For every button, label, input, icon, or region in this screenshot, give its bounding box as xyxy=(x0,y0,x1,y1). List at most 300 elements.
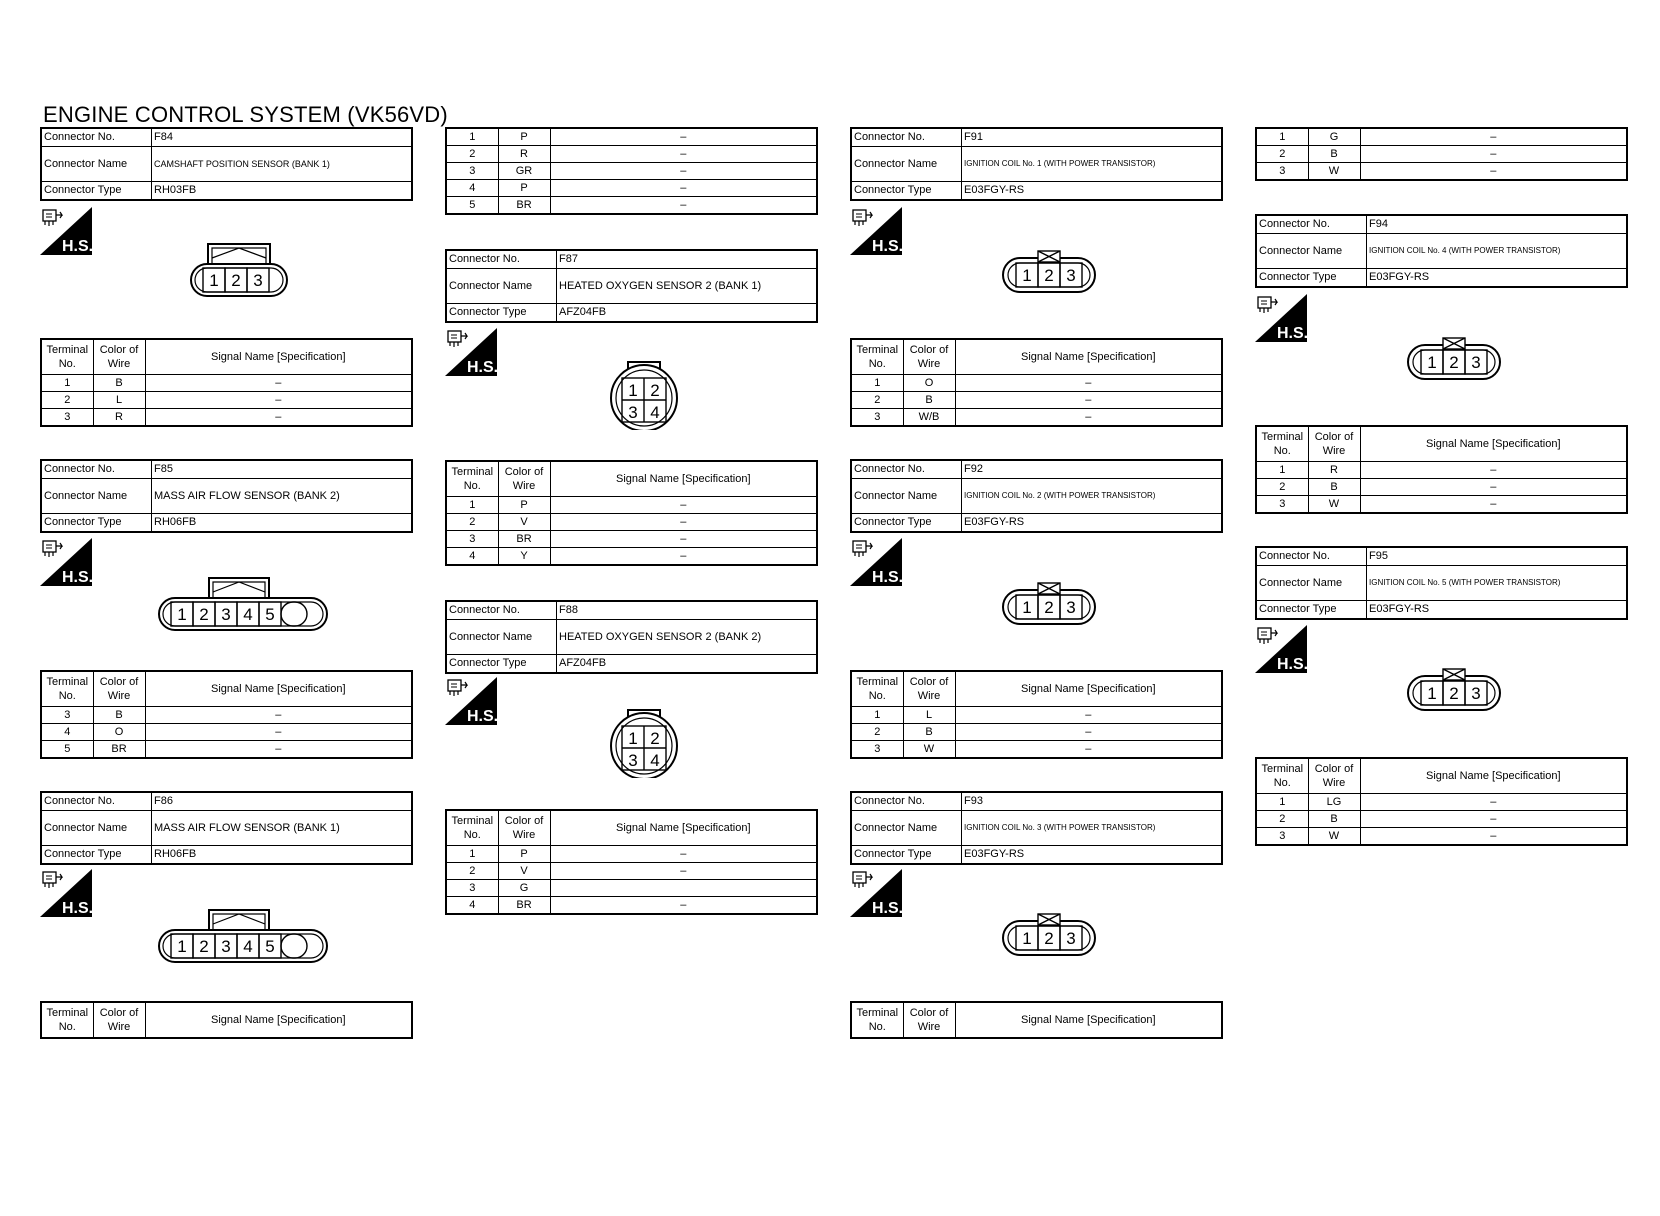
connector-face-drawing xyxy=(157,574,329,634)
connector-face-f91 xyxy=(1001,250,1097,299)
wire-color-cell: B xyxy=(1308,811,1360,828)
connector-pin-label: 1 xyxy=(177,937,187,956)
connector-pin-label: 1 xyxy=(1427,353,1437,372)
hs-icon xyxy=(850,869,902,917)
connector-pin-label: 4 xyxy=(650,751,660,770)
signal-name-cell: – xyxy=(550,146,817,163)
terminal-no-cell: 1 xyxy=(851,707,903,724)
signal-name-cell: – xyxy=(1360,128,1627,146)
wire-color-cell: BR xyxy=(498,197,550,215)
terminal-no-cell: 4 xyxy=(446,180,498,197)
signal-name-header: Signal Name [Specification] xyxy=(1360,426,1627,462)
signal-name-cell: – xyxy=(145,741,412,759)
terminal-no-header: Terminal No. xyxy=(41,1002,93,1038)
terminal-no-cell: 3 xyxy=(41,409,93,427)
connector-no-label: Connector No. xyxy=(851,460,962,479)
connector-type-value: E03FGY-RS xyxy=(962,514,1223,533)
table-row xyxy=(446,863,817,880)
connector-name-value: MASS AIR FLOW SENSOR (BANK 2) xyxy=(152,479,413,514)
color-of-wire-header: Color of Wire xyxy=(903,1002,955,1038)
connector-info-f94 xyxy=(1255,214,1628,288)
connector-type-value: AFZ04FB xyxy=(557,655,818,674)
terminal-no-cell: 3 xyxy=(1256,163,1308,181)
table-row xyxy=(1256,794,1627,811)
signal-name-cell: – xyxy=(955,724,1222,741)
wire-color-cell: B xyxy=(903,392,955,409)
table-row xyxy=(41,409,412,427)
terminal-no-cell: 2 xyxy=(851,392,903,409)
connector-type-value: E03FGY-RS xyxy=(1367,269,1628,288)
table-row xyxy=(1256,479,1627,496)
connector-pin-label: 5 xyxy=(265,605,275,624)
harness-side-icon xyxy=(40,869,92,917)
signal-name-cell: – xyxy=(1360,462,1627,479)
wire-color-cell: BR xyxy=(498,531,550,548)
terminal-table-f94 xyxy=(1255,425,1628,514)
connector-no-value: F87 xyxy=(557,250,818,269)
terminal-no-cell: 5 xyxy=(446,197,498,215)
terminal-no-cell: 3 xyxy=(446,531,498,548)
connector-pin-label: 4 xyxy=(243,605,253,624)
connector-type-value: E03FGY-RS xyxy=(962,182,1223,201)
table-row xyxy=(41,392,412,409)
wire-color-cell: O xyxy=(93,724,145,741)
connector-face-f92 xyxy=(1001,582,1097,631)
connector-no-value: F92 xyxy=(962,460,1223,479)
connector-no-label: Connector No. xyxy=(1256,547,1367,566)
signal-name-cell: – xyxy=(1360,163,1627,181)
signal-name-cell: – xyxy=(550,514,817,531)
table-row xyxy=(446,897,817,915)
signal-name-cell: – xyxy=(550,128,817,146)
connector-no-value: F93 xyxy=(962,792,1223,811)
table-row xyxy=(446,180,817,197)
connector-name-label: Connector Name xyxy=(1256,234,1367,269)
color-of-wire-header: Color of Wire xyxy=(498,810,550,846)
page-title: ENGINE CONTROL SYSTEM (VK56VD) xyxy=(43,102,448,127)
wire-color-cell: W xyxy=(1308,496,1360,514)
table-row xyxy=(1256,146,1627,163)
wire-color-cell: B xyxy=(1308,146,1360,163)
connector-name-label: Connector Name xyxy=(851,811,962,846)
connector-type-label: Connector Type xyxy=(41,846,152,865)
connector-name-label: Connector Name xyxy=(851,147,962,182)
hs-icon xyxy=(1255,625,1307,673)
wire-color-cell: R xyxy=(93,409,145,427)
connector-pin-label: 1 xyxy=(209,271,219,290)
terminal-no-cell: 2 xyxy=(446,146,498,163)
signal-name-header: Signal Name [Specification] xyxy=(1360,758,1627,794)
harness-side-icon xyxy=(1255,294,1307,342)
connector-type-label: Connector Type xyxy=(851,846,962,865)
connector-name-value: IGNITION COIL No. 3 (WITH POWER TRANSISTOR) xyxy=(962,811,1223,846)
hs-label: H.S. xyxy=(872,238,902,255)
connector-pin-label: 1 xyxy=(1022,929,1032,948)
signal-name-cell: – xyxy=(145,724,412,741)
table-row xyxy=(1256,128,1627,146)
connector-face-f84 xyxy=(189,240,289,305)
connector-pin-label: 1 xyxy=(1427,684,1437,703)
signal-name-cell: – xyxy=(1360,794,1627,811)
wire-color-cell: B xyxy=(1308,479,1360,496)
connector-pin-label: 3 xyxy=(628,403,638,422)
connector-no-value: F94 xyxy=(1367,215,1628,234)
hs-icon xyxy=(445,677,497,725)
signal-name-cell: – xyxy=(550,548,817,566)
connector-type-label: Connector Type xyxy=(41,514,152,533)
wire-color-cell: W xyxy=(903,741,955,759)
signal-name-cell: – xyxy=(955,375,1222,392)
terminal-no-cell: 3 xyxy=(1256,828,1308,846)
terminal-table-f92 xyxy=(850,670,1223,759)
connector-info-f86 xyxy=(40,791,413,865)
terminal-no-cell: 1 xyxy=(446,497,498,514)
connector-pin-label: 3 xyxy=(1066,598,1076,617)
harness-side-icon xyxy=(445,677,497,725)
wire-color-cell: V xyxy=(498,514,550,531)
connector-type-label: Connector Type xyxy=(446,304,557,323)
wire-color-cell: P xyxy=(498,846,550,863)
connector-type-label: Connector Type xyxy=(851,514,962,533)
connector-face-drawing xyxy=(606,358,682,430)
table-row xyxy=(446,846,817,863)
connector-type-value: E03FGY-RS xyxy=(962,846,1223,865)
terminal-no-header: Terminal No. xyxy=(851,671,903,707)
signal-name-cell: – xyxy=(550,197,817,215)
terminal-no-cell: 3 xyxy=(1256,496,1308,514)
table-row xyxy=(851,375,1222,392)
terminal-no-cell: 2 xyxy=(1256,479,1308,496)
hs-icon xyxy=(40,538,92,586)
signal-name-cell: – xyxy=(550,846,817,863)
terminal-no-cell: 3 xyxy=(446,880,498,897)
signal-name-cell: – xyxy=(145,409,412,427)
wire-color-cell: V xyxy=(498,863,550,880)
harness-side-icon xyxy=(850,869,902,917)
connector-pin-label: 2 xyxy=(1044,929,1054,948)
connector-type-value: RH06FB xyxy=(152,514,413,533)
connector-no-label: Connector No. xyxy=(1256,215,1367,234)
harness-side-icon xyxy=(850,538,902,586)
signal-name-cell xyxy=(550,880,817,897)
terminal-table-f91 xyxy=(850,338,1223,427)
connector-face-drawing xyxy=(1001,250,1097,294)
hs-label: H.S. xyxy=(467,359,497,376)
connector-name-label: Connector Name xyxy=(41,811,152,846)
connector-face-drawing xyxy=(157,906,329,966)
terminal-no-cell: 1 xyxy=(851,375,903,392)
connector-type-value: RH06FB xyxy=(152,846,413,865)
terminal-no-header: Terminal No. xyxy=(1256,426,1308,462)
connector-name-value: IGNITION COIL No. 4 (WITH POWER TRANSISTOR) xyxy=(1367,234,1628,269)
signal-name-header: Signal Name [Specification] xyxy=(955,1002,1222,1038)
connector-pin-label: 2 xyxy=(1044,598,1054,617)
wire-color-cell: B xyxy=(93,707,145,724)
connector-info-f85 xyxy=(40,459,413,533)
connector-name-label: Connector Name xyxy=(446,620,557,655)
connector-type-label: Connector Type xyxy=(446,655,557,674)
connector-pin-label: 4 xyxy=(243,937,253,956)
connector-no-label: Connector No. xyxy=(851,128,962,147)
wire-color-cell: G xyxy=(498,880,550,897)
connector-pin-label: 1 xyxy=(177,605,187,624)
harness-side-icon xyxy=(1255,625,1307,673)
connector-info-f92 xyxy=(850,459,1223,533)
terminal-no-cell: 2 xyxy=(851,724,903,741)
color-of-wire-header: Color of Wire xyxy=(498,461,550,497)
connector-info-f87 xyxy=(445,249,818,323)
connector-face-f93 xyxy=(1001,913,1097,962)
connector-name-label: Connector Name xyxy=(41,147,152,182)
table-row xyxy=(41,707,412,724)
signal-name-cell: – xyxy=(955,409,1222,427)
connector-pin-label: 3 xyxy=(1471,684,1481,703)
connector-type-label: Connector Type xyxy=(851,182,962,201)
connector-type-value: E03FGY-RS xyxy=(1367,601,1628,620)
signal-name-cell: – xyxy=(955,741,1222,759)
wire-color-cell: P xyxy=(498,497,550,514)
signal-name-cell: – xyxy=(1360,146,1627,163)
hs-label: H.S. xyxy=(1277,656,1307,673)
connector-pin-label: 2 xyxy=(650,381,660,400)
connector-name-value: CAMSHAFT POSITION SENSOR (BANK 1) xyxy=(152,147,413,182)
hs-icon xyxy=(445,328,497,376)
connector-pin-label: 3 xyxy=(221,937,231,956)
terminal-no-cell: 1 xyxy=(446,846,498,863)
connector-face-f94 xyxy=(1406,337,1502,386)
connector-pin-label: 2 xyxy=(1449,353,1459,372)
connector-face-f95 xyxy=(1406,668,1502,717)
harness-side-icon xyxy=(40,538,92,586)
terminal-no-cell: 2 xyxy=(446,863,498,880)
connector-name-label: Connector Name xyxy=(446,269,557,304)
terminal-no-cell: 2 xyxy=(1256,146,1308,163)
terminal-no-header: Terminal No. xyxy=(851,339,903,375)
table-row xyxy=(1256,462,1627,479)
table-row xyxy=(851,741,1222,759)
connector-no-label: Connector No. xyxy=(851,792,962,811)
terminal-no-header: Terminal No. xyxy=(446,810,498,846)
connector-name-value: IGNITION COIL No. 1 (WITH POWER TRANSISTOR) xyxy=(962,147,1223,182)
table-row xyxy=(851,724,1222,741)
connector-no-label: Connector No. xyxy=(446,601,557,620)
connector-pin-label: 2 xyxy=(1449,684,1459,703)
terminal-no-header: Terminal No. xyxy=(41,339,93,375)
connector-pin-label: 3 xyxy=(628,751,638,770)
connector-name-value: HEATED OXYGEN SENSOR 2 (BANK 1) xyxy=(557,269,818,304)
color-of-wire-header: Color of Wire xyxy=(93,339,145,375)
signal-name-cell: – xyxy=(955,707,1222,724)
connector-name-value: IGNITION COIL No. 2 (WITH POWER TRANSISTOR) xyxy=(962,479,1223,514)
wire-color-cell: GR xyxy=(498,163,550,180)
connector-info-f95 xyxy=(1255,546,1628,620)
wire-color-cell: P xyxy=(498,180,550,197)
wire-color-cell: W/B xyxy=(903,409,955,427)
hs-icon xyxy=(1255,294,1307,342)
hs-icon xyxy=(850,207,902,255)
connector-type-label: Connector Type xyxy=(1256,269,1367,288)
table-row xyxy=(446,531,817,548)
color-of-wire-header: Color of Wire xyxy=(93,1002,145,1038)
connector-info-f88 xyxy=(445,600,818,674)
wire-color-cell: LG xyxy=(1308,794,1360,811)
harness-side-icon xyxy=(445,328,497,376)
terminal-no-cell: 1 xyxy=(1256,128,1308,146)
table-row xyxy=(446,197,817,215)
signal-name-header: Signal Name [Specification] xyxy=(145,1002,412,1038)
terminal-no-cell: 1 xyxy=(1256,794,1308,811)
connector-name-value: MASS AIR FLOW SENSOR (BANK 1) xyxy=(152,811,413,846)
connector-face-drawing xyxy=(606,706,682,778)
connector-info-f93 xyxy=(850,791,1223,865)
connector-face-f88 xyxy=(606,706,682,783)
wire-color-cell: W xyxy=(1308,163,1360,181)
hs-label: H.S. xyxy=(872,569,902,586)
signal-name-cell: – xyxy=(145,707,412,724)
table-row xyxy=(446,497,817,514)
table-row xyxy=(41,724,412,741)
connector-face-f87 xyxy=(606,358,682,435)
connector-type-value: RH03FB xyxy=(152,182,413,201)
connector-no-value: F91 xyxy=(962,128,1223,147)
connector-info-f91 xyxy=(850,127,1223,201)
connector-type-value: AFZ04FB xyxy=(557,304,818,323)
terminal-no-cell: 2 xyxy=(1256,811,1308,828)
table-row xyxy=(1256,811,1627,828)
signal-name-header: Signal Name [Specification] xyxy=(550,810,817,846)
hs-label: H.S. xyxy=(467,708,497,725)
connector-pin-label: 2 xyxy=(650,729,660,748)
harness-side-icon xyxy=(850,207,902,255)
signal-name-cell: – xyxy=(550,531,817,548)
terminal-no-cell: 3 xyxy=(851,409,903,427)
table-row xyxy=(446,548,817,566)
color-of-wire-header: Color of Wire xyxy=(903,671,955,707)
hs-label: H.S. xyxy=(62,900,92,917)
terminal-no-cell: 4 xyxy=(446,897,498,915)
wire-color-cell: L xyxy=(903,707,955,724)
connector-pin-label: 4 xyxy=(650,403,660,422)
connector-no-label: Connector No. xyxy=(41,792,152,811)
connector-no-label: Connector No. xyxy=(41,128,152,147)
connector-pin-label: 1 xyxy=(628,729,638,748)
hs-icon xyxy=(850,538,902,586)
table-row xyxy=(41,375,412,392)
terminal-table-f86-header xyxy=(40,1001,413,1039)
connector-name-value: HEATED OXYGEN SENSOR 2 (BANK 2) xyxy=(557,620,818,655)
hs-label: H.S. xyxy=(62,569,92,586)
connector-pin-label: 3 xyxy=(1471,353,1481,372)
table-row xyxy=(446,514,817,531)
terminal-table-f86 xyxy=(445,127,818,215)
connector-face-drawing xyxy=(1406,337,1502,381)
terminal-no-header: Terminal No. xyxy=(446,461,498,497)
connector-no-label: Connector No. xyxy=(41,460,152,479)
terminal-no-cell: 3 xyxy=(41,707,93,724)
connector-type-label: Connector Type xyxy=(1256,601,1367,620)
terminal-no-cell: 1 xyxy=(41,375,93,392)
signal-name-cell: – xyxy=(550,163,817,180)
wire-color-cell: R xyxy=(1308,462,1360,479)
terminal-table-f95 xyxy=(1255,757,1628,846)
terminal-no-header: Terminal No. xyxy=(851,1002,903,1038)
connector-face-drawing xyxy=(1406,668,1502,712)
table-row xyxy=(1256,496,1627,514)
table-row xyxy=(41,741,412,759)
connector-pin-label: 2 xyxy=(199,937,209,956)
wire-color-cell: BR xyxy=(498,897,550,915)
signal-name-header: Signal Name [Specification] xyxy=(145,671,412,707)
connector-face-drawing xyxy=(189,240,289,300)
table-row xyxy=(446,128,817,146)
color-of-wire-header: Color of Wire xyxy=(93,671,145,707)
hs-icon xyxy=(40,869,92,917)
terminal-no-cell: 2 xyxy=(41,392,93,409)
wire-color-cell: B xyxy=(903,724,955,741)
wire-color-cell: L xyxy=(93,392,145,409)
hs-label: H.S. xyxy=(872,900,902,917)
terminal-no-cell: 3 xyxy=(851,741,903,759)
terminal-table-f93 xyxy=(1255,127,1628,181)
terminal-no-cell: 4 xyxy=(446,548,498,566)
table-row xyxy=(446,163,817,180)
table-row xyxy=(446,880,817,897)
terminal-no-header: Terminal No. xyxy=(41,671,93,707)
connector-pin-label: 3 xyxy=(1066,929,1076,948)
connector-pin-label: 1 xyxy=(628,381,638,400)
connector-no-value: F84 xyxy=(152,128,413,147)
wire-color-cell: BR xyxy=(93,741,145,759)
terminal-table-f84 xyxy=(40,338,413,427)
table-row xyxy=(851,392,1222,409)
wire-color-cell: B xyxy=(93,375,145,392)
signal-name-cell: – xyxy=(145,392,412,409)
signal-name-cell: – xyxy=(550,497,817,514)
terminal-no-cell: 1 xyxy=(1256,462,1308,479)
hs-icon xyxy=(40,207,92,255)
signal-name-header: Signal Name [Specification] xyxy=(955,339,1222,375)
terminal-no-cell: 4 xyxy=(41,724,93,741)
connector-info-f84 xyxy=(40,127,413,201)
connector-no-value: F88 xyxy=(557,601,818,620)
color-of-wire-header: Color of Wire xyxy=(903,339,955,375)
wire-color-cell: Y xyxy=(498,548,550,566)
connector-no-label: Connector No. xyxy=(446,250,557,269)
connector-pin-label: 2 xyxy=(199,605,209,624)
connector-pin-label: 3 xyxy=(1066,266,1076,285)
signal-name-cell: – xyxy=(550,180,817,197)
connector-pin-label: 3 xyxy=(221,605,231,624)
connector-no-value: F85 xyxy=(152,460,413,479)
connector-name-label: Connector Name xyxy=(851,479,962,514)
table-row xyxy=(446,146,817,163)
hs-label: H.S. xyxy=(62,238,92,255)
terminal-no-cell: 1 xyxy=(446,128,498,146)
color-of-wire-header: Color of Wire xyxy=(1308,758,1360,794)
signal-name-header: Signal Name [Specification] xyxy=(955,671,1222,707)
connector-name-value: IGNITION COIL No. 5 (WITH POWER TRANSISTOR) xyxy=(1367,566,1628,601)
connector-face-f85 xyxy=(157,574,329,639)
connector-pin-label: 5 xyxy=(265,937,275,956)
terminal-no-cell: 3 xyxy=(446,163,498,180)
connector-pin-label: 1 xyxy=(1022,598,1032,617)
terminal-table-f88 xyxy=(445,809,818,915)
connector-pin-label: 3 xyxy=(253,271,263,290)
signal-name-cell: – xyxy=(1360,479,1627,496)
signal-name-header: Signal Name [Specification] xyxy=(550,461,817,497)
terminal-table-f93-header xyxy=(850,1001,1223,1039)
signal-name-cell: – xyxy=(550,863,817,880)
